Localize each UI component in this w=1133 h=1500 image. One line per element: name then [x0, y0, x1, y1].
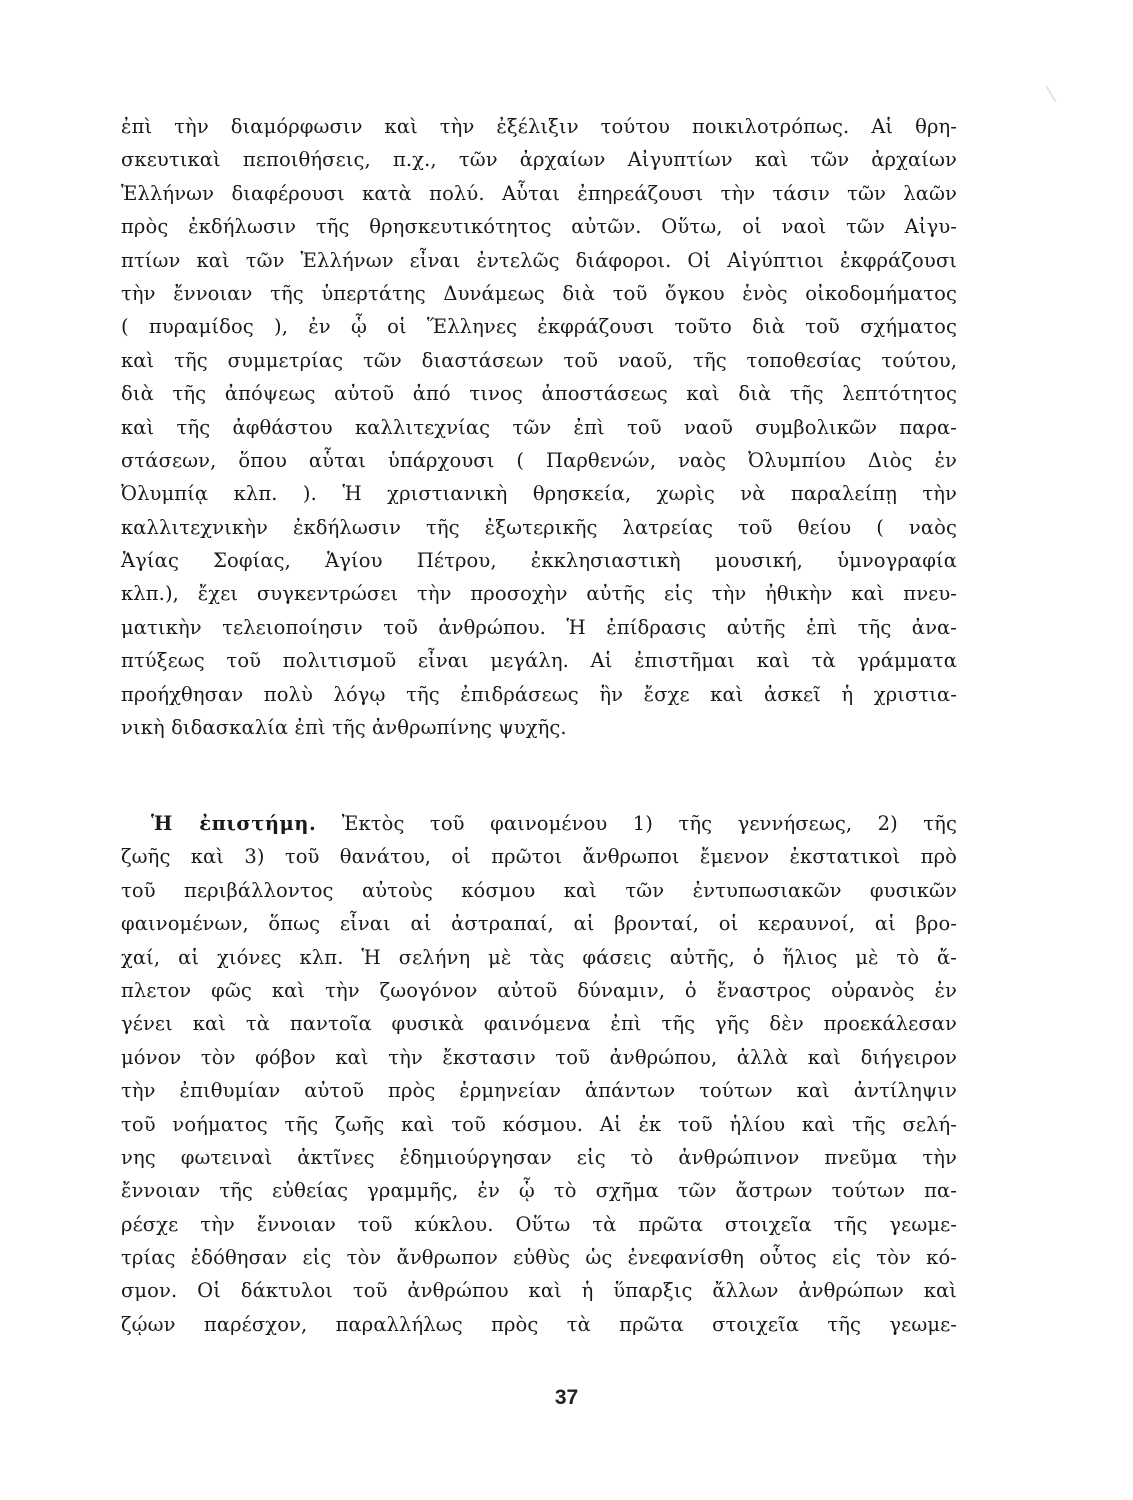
- text-line: τὴν ἔννοιαν τῆς ὑπερτάτης Δυνάμεως διὰ τοῦ ὄγκου ἑνὸς οἰκοδομήματος: [121, 281, 957, 305]
- text-line: πτύξεως τοῦ πολιτισμοῦ εἶναι μεγάλη. Αἱ ἐπιστῆμαι καὶ τὰ γράμματα: [121, 649, 957, 673]
- text-line: τοῦ περιβάλλοντος αὐτοὺς κόσμου καὶ τῶν ἐντυπωσιακῶν φυσικῶν: [121, 878, 957, 902]
- text-line: Ὀλυμπίᾳ κλπ. ). Ἡ χριστιανικὴ θρησκεία, χωρὶς νὰ παραλείπῃ τὴν: [121, 482, 957, 506]
- section-first-line-text: Ἐκτὸς τοῦ φαινομένου 1) τῆς γεννήσεως, 2) τῆς: [341, 812, 957, 835]
- section-first-line: [121, 807, 957, 840]
- text-line: νικὴ διδασκαλία ἐπὶ τῆς ἀνθρωπίνης ψυχῆς.: [121, 716, 567, 740]
- text-line: Ἑλλήνων διαφέρουσι κατὰ πολύ. Αὗται ἐπηρεάζουσι τὴν τάσιν τῶν λαῶν: [121, 181, 957, 205]
- text-line: γένει καὶ τὰ παντοῖα φυσικὰ φαινόμενα ἐπὶ τῆς γῆς δὲν προεκάλεσαν: [121, 1012, 957, 1036]
- text-line: φαινομένων, ὅπως εἶναι αἱ ἀστραπαί, αἱ βρονταί, οἱ κεραυνοί, αἱ βρο-: [121, 912, 957, 936]
- text-line: διὰ τῆς ἀπόψεως αὐτοῦ ἀπό τινος ἀποστάσεως καὶ διὰ τῆς λεπτότητος: [121, 382, 957, 406]
- paragraph-religion: [121, 110, 957, 744]
- page-number: 37: [554, 1386, 579, 1409]
- section-heading: Ἡ ἐπιστήμη.: [151, 812, 317, 835]
- text-line: πρὸς ἐκδήλωσιν τῆς θρησκευτικότητος αὐτῶν. Οὕτω, οἱ ναοὶ τῶν Αἰγυ-: [121, 215, 957, 239]
- text-line: καλλιτεχνικὴν ἐκδήλωσιν τῆς ἐξωτερικῆς λατρείας τοῦ θείου ( ναὸς: [121, 515, 957, 539]
- scan-speck: [1046, 86, 1057, 103]
- text-line: καὶ τῆς ἀφθάστου καλλιτεχνίας τῶν ἐπὶ τοῦ ναοῦ συμβολικῶν παρα-: [121, 415, 957, 439]
- text-line: κλπ.), ἔχει συγκεντρώσει τὴν προσοχὴν αὐτῆς εἰς τὴν ἠθικὴν καὶ πνευ-: [121, 582, 957, 606]
- text-line: καὶ τῆς συμμετρίας τῶν διαστάσεων τοῦ ναοῦ, τῆς τοποθεσίας τούτου,: [121, 348, 957, 372]
- text-line: προήχθησαν πολὺ λόγῳ τῆς ἐπιδράσεως ἣν ἔσχε καὶ ἀσκεῖ ἡ χριστια-: [121, 682, 957, 706]
- text-line: ζωῆς καὶ 3) τοῦ θανάτου, οἱ πρῶτοι ἄνθρωποι ἔμενον ἐκστατικοὶ πρὸ: [121, 845, 957, 869]
- text-line: σμον. Οἱ δάκτυλοι τοῦ ἀνθρώπου καὶ ἡ ὕπαρξις ἄλλων ἀνθρώπων καὶ: [121, 1279, 957, 1303]
- text-line: πτίων καὶ τῶν Ἑλλήνων εἶναι ἐντελῶς διάφοροι. Οἱ Αἰγύπτιοι ἐκφράζουσι: [121, 248, 957, 272]
- text-line: τοῦ νοήματος τῆς ζωῆς καὶ τοῦ κόσμου. Αἱ ἐκ τοῦ ἡλίου καὶ τῆς σελή-: [121, 1112, 957, 1136]
- text-line: ματικὴν τελειοποίησιν τοῦ ἀνθρώπου. Ἡ ἐπίδρασις αὐτῆς ἐπὶ τῆς ἀνα-: [121, 615, 957, 639]
- text-line: νης φωτειναὶ ἀκτῖνες ἐδημιούργησαν εἰς τὸ ἀνθρώπινον πνεῦμα τὴν: [121, 1145, 957, 1169]
- text-line: ἔννοιαν τῆς εὐθείας γραμμῆς, ἐν ᾧ τὸ σχῆμα τῶν ἄστρων τούτων πα-: [121, 1179, 957, 1203]
- text-line: τρίας ἐδόθησαν εἰς τὸν ἄνθρωπον εὐθὺς ὡς ἐνεφανίσθη οὗτος εἰς τὸν κό-: [121, 1246, 957, 1270]
- text-line: σκευτικαὶ πεποιθήσεις, π.χ., τῶν ἀρχαίων Αἰγυπτίων καὶ τῶν ἀρχαίων: [121, 148, 957, 172]
- text-line: χαί, αἱ χιόνες κλπ. Ἡ σελήνη μὲ τὰς φάσεις αὐτῆς, ὁ ἥλιος μὲ τὸ ἄ-: [121, 945, 957, 969]
- text-line: ρέσχε τὴν ἔννοιαν τοῦ κύκλου. Οὕτω τὰ πρῶτα στοιχεῖα τῆς γεωμε-: [121, 1212, 957, 1236]
- section-science: [121, 807, 957, 1341]
- text-line: στάσεων, ὅπου αὗται ὑπάρχουσι ( Παρθενών, ναὸς Ὀλυμπίου Διὸς ἐν: [121, 448, 957, 472]
- text-line: τὴν ἐπιθυμίαν αὐτοῦ πρὸς ἑρμηνείαν ἁπάντων τούτων καὶ ἀντίληψιν: [121, 1079, 957, 1103]
- text-line: ἐπὶ τὴν διαμόρφωσιν καὶ τὴν ἐξέλιξιν τούτου ποικιλοτρόπως. Αἱ θρη-: [121, 115, 957, 138]
- text-line: μόνον τὸν φόβον καὶ τὴν ἔκστασιν τοῦ ἀνθρώπου, ἀλλὰ καὶ διήγειρον: [121, 1045, 957, 1069]
- text-line: πλετον φῶς καὶ τὴν ζωογόνον αὐτοῦ δύναμιν, ὁ ἔναστρος οὐρανὸς ἐν: [121, 978, 957, 1002]
- text-line: ζῴων παρέσχον, παραλλήλως πρὸς τὰ πρῶτα στοιχεῖα τῆς γεωμε-: [121, 1312, 957, 1336]
- text-line: ( πυραμίδος ), ἐν ᾧ οἱ Ἕλληνες ἐκφράζουσι τοῦτο διὰ τοῦ σχήματος: [121, 315, 957, 339]
- text-line: Ἁγίας Σοφίας, Ἁγίου Πέτρου, ἐκκλησιαστικὴ μουσική, ὑμνογραφία: [121, 549, 957, 573]
